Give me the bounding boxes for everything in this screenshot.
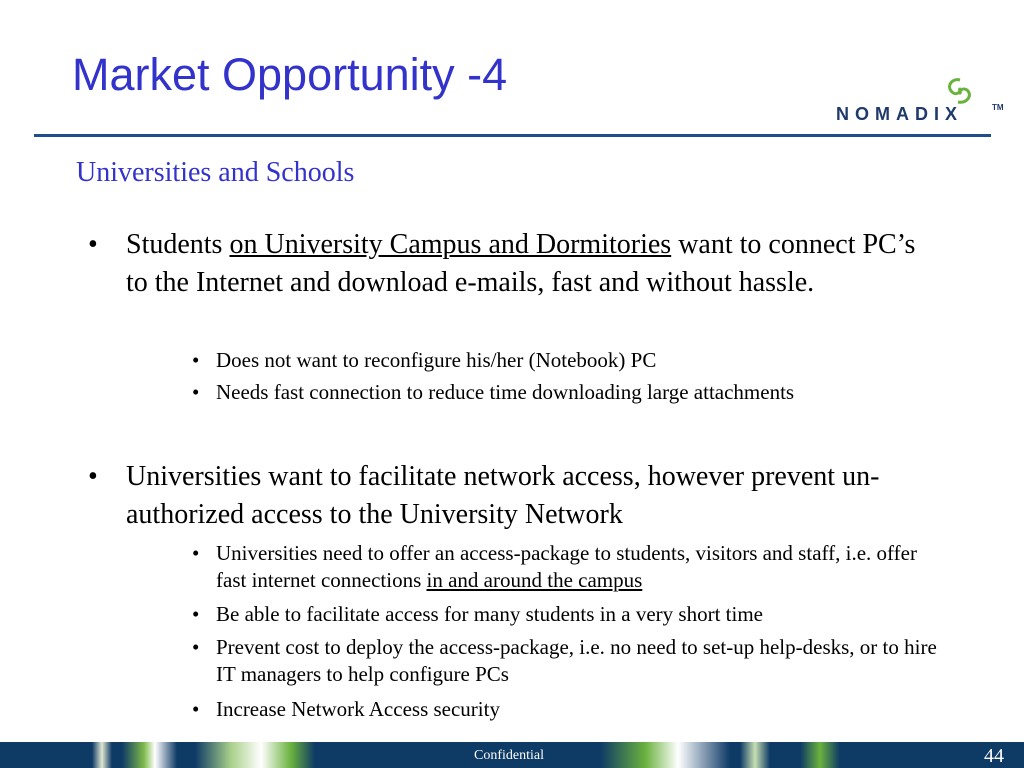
bullet-universities <box>88 458 916 534</box>
footer-stripe <box>122 742 177 768</box>
bullet-dot: • <box>88 229 98 260</box>
sub-bullet-text: Does not want to reconfigure his/her (Notebook) PC <box>216 348 657 372</box>
slide-title: Market Opportunity -4 <box>72 49 508 100</box>
sub-bullet <box>192 347 946 374</box>
footer-bar <box>0 742 1024 768</box>
footer-stripe <box>800 742 840 768</box>
sub-bullet <box>192 379 946 406</box>
logo-wordmark: NOMADIX <box>836 104 963 124</box>
sub-bullet-dot: • <box>192 602 200 626</box>
footer-stripe <box>92 742 112 768</box>
sub-bullet-dot: • <box>192 541 200 565</box>
sub-bullet-text: Prevent cost to deploy the access-package, i.e. no need to set-up help-desks, or to hire IT managers to help configure PCs <box>216 635 937 686</box>
bullet-text: want to connect PC’s to the Internet and download e-mails, fast and without hassle. <box>126 229 916 298</box>
sub-bullet-dot: • <box>192 697 200 721</box>
sub-bullet <box>192 696 946 723</box>
bullet-dot: • <box>88 461 98 492</box>
sub-bullet <box>192 601 946 628</box>
slide-subtitle: Universities and Schools <box>76 157 355 188</box>
sub-bullet-text: Be able to facilitate access for many students in a very short time <box>216 602 763 626</box>
sub-bullet-text: Needs fast connection to reduce time downloading large attachments <box>216 380 795 404</box>
sub-bullet <box>192 634 946 688</box>
footer-stripe <box>195 742 315 768</box>
footer-stripe <box>600 742 730 768</box>
page-number: 44 <box>984 745 1004 767</box>
bullet-text: Universities want to facilitate network access, however prevent un-authorized access to the University Network <box>126 461 880 530</box>
sub-bullet-dot: • <box>192 380 200 404</box>
footer-stripe <box>740 742 770 768</box>
logo-trademark: TM <box>992 103 1004 112</box>
sub-bullet-text: Increase Network Access security <box>216 697 500 721</box>
bullet-underlined-text: on University Campus and Dormitories <box>229 229 672 260</box>
sub-bullet <box>192 540 946 594</box>
footer-confidential: Confidential <box>474 748 544 763</box>
sub-bullet-dot: • <box>192 348 200 372</box>
sub-bullet-underlined-text: in and around the campus <box>426 568 643 592</box>
sub-bullet-dot: • <box>192 635 200 659</box>
bullet-students <box>88 226 916 302</box>
sub-bullet-text: Universities need to offer an access-package to students, visitors and staff, i.e. offer fast internet connections <box>216 541 917 592</box>
bullet-text: Students <box>126 229 230 260</box>
